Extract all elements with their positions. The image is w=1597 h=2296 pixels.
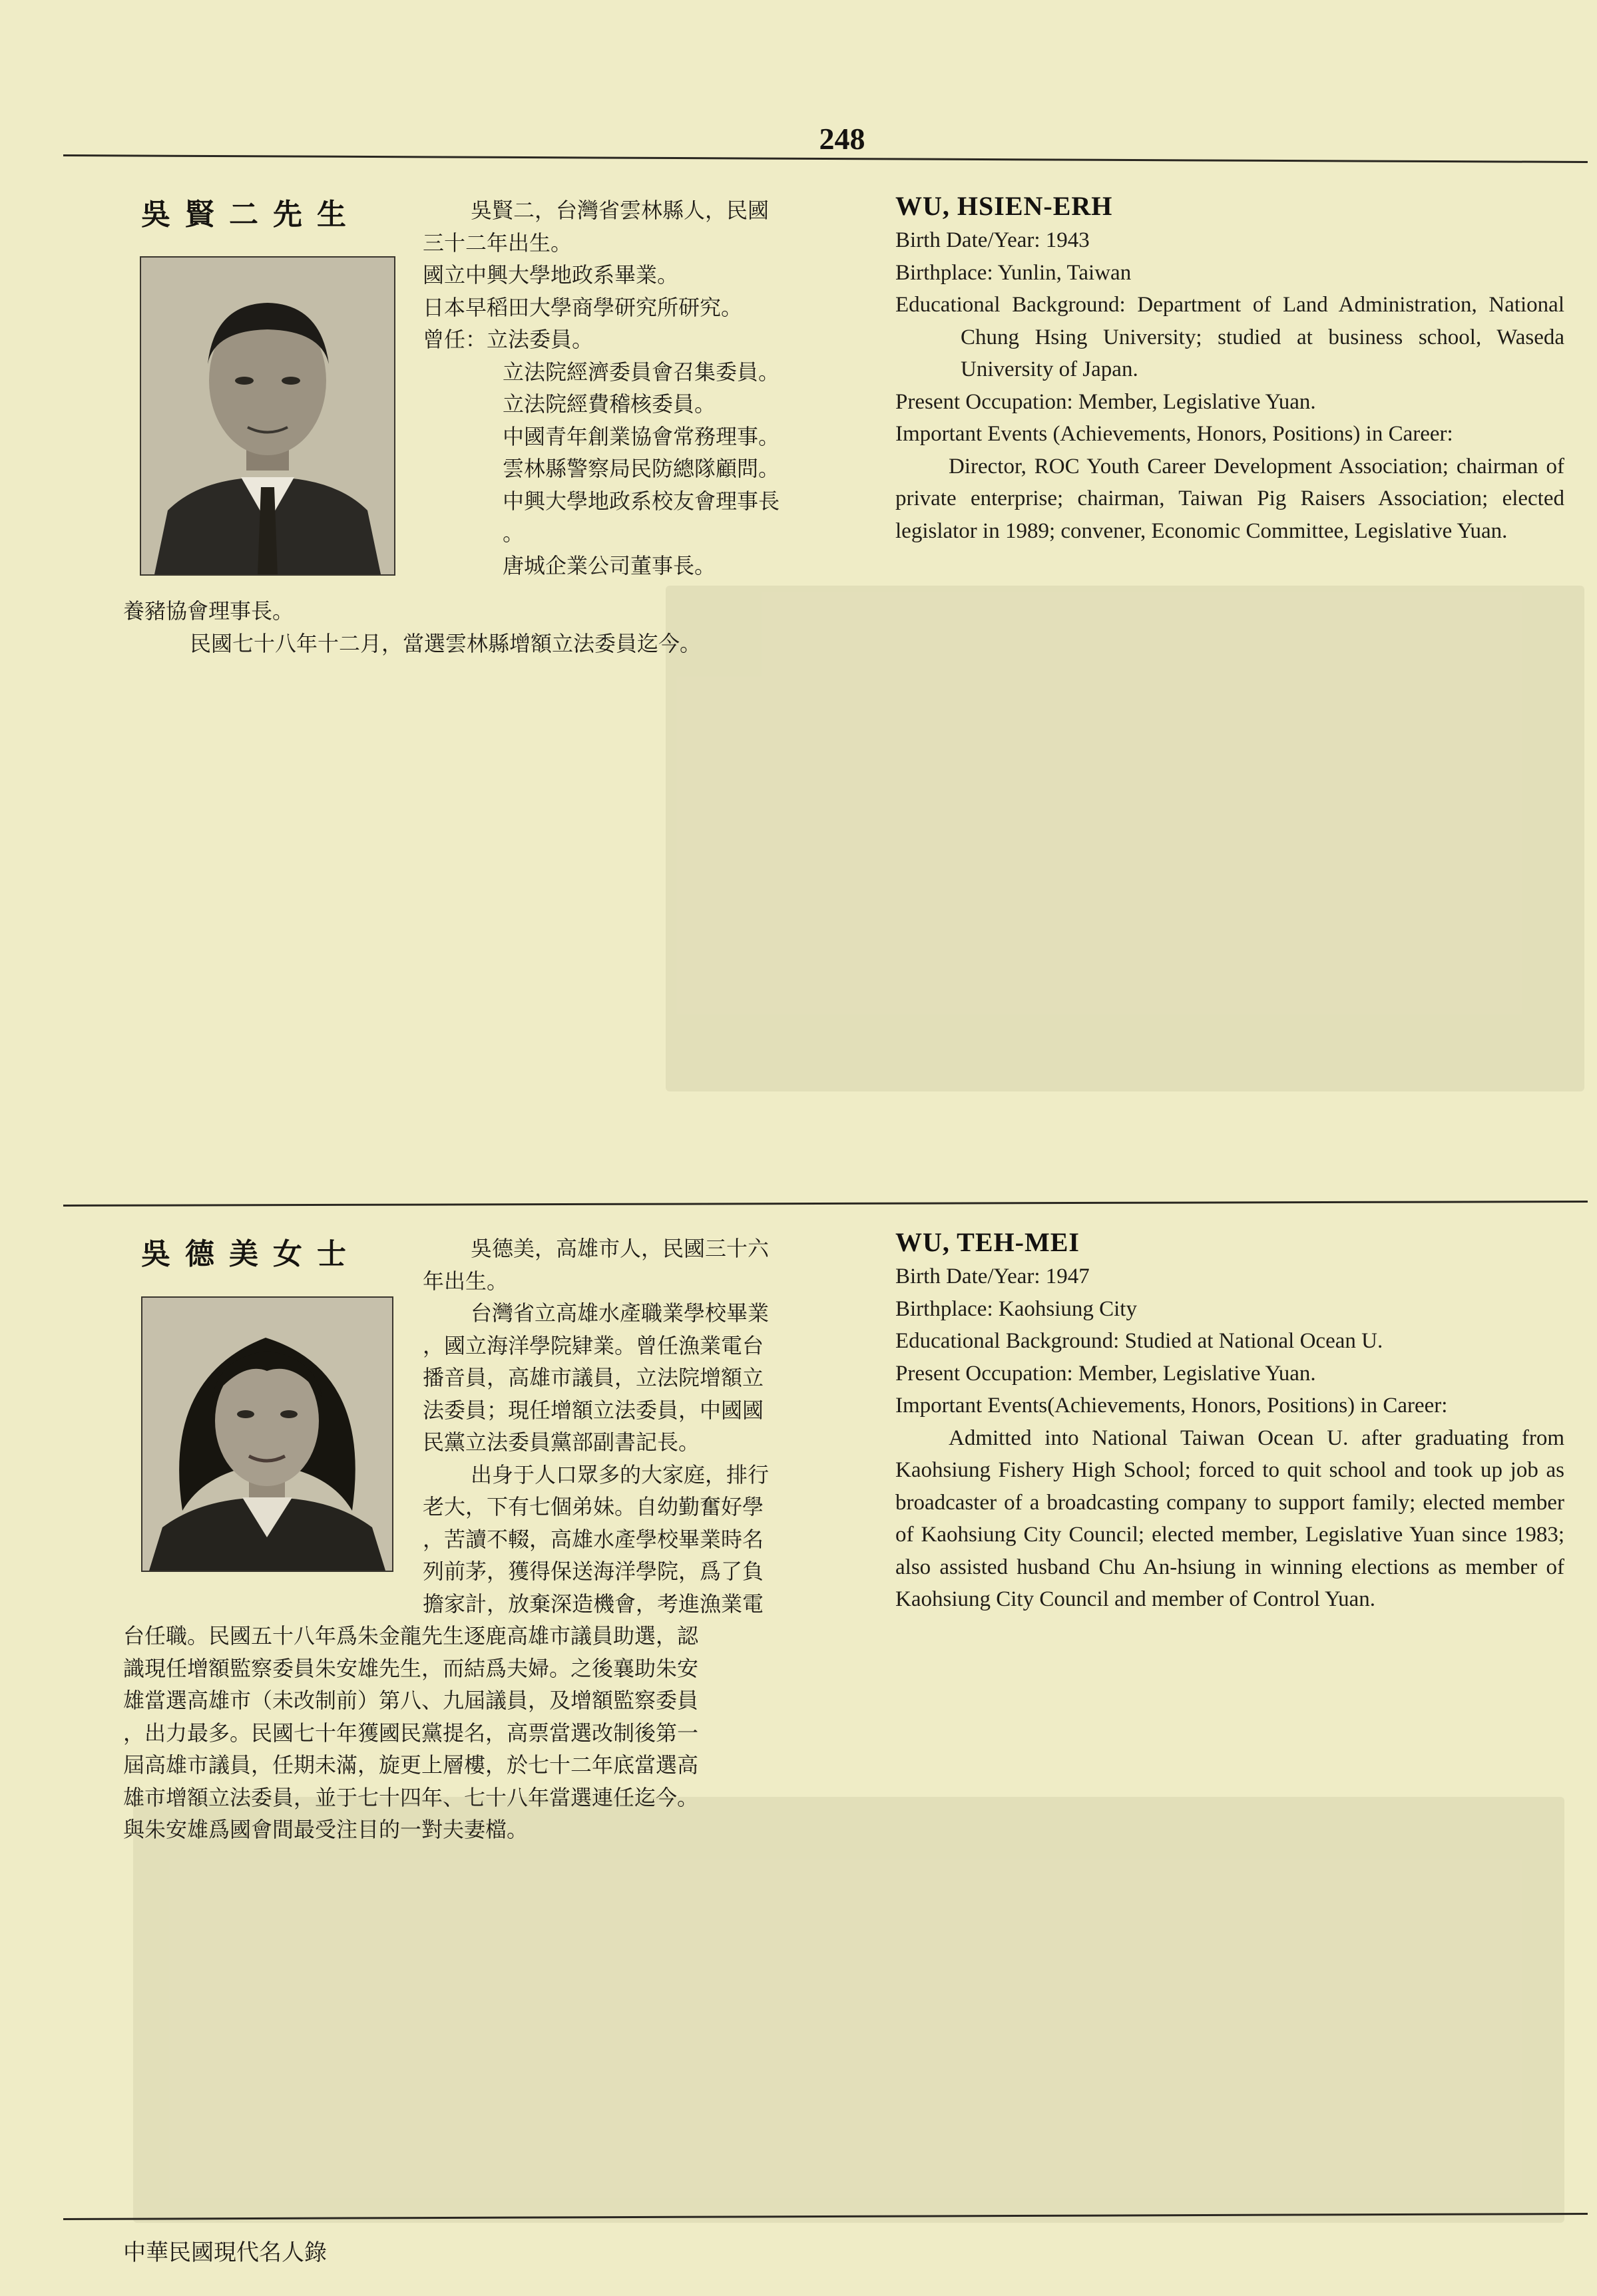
birth-date: Birth Date/Year: 1943 <box>895 228 1090 252</box>
bio-line: 屆高雄市議員，任期未滿，旋更上層樓，於七十二年底當選高 <box>123 1752 699 1778</box>
bio-line: 雲林縣警察局民防總隊顧問。 <box>503 456 780 481</box>
bio-line: 中興大學地政系校友會理事長 <box>503 488 780 514</box>
footer-book-title: 中華民國現代名人錄 <box>123 2239 327 2266</box>
bio-line: 年出生。 <box>423 1268 509 1294</box>
bio-line: 播音員，高雄市議員，立法院增額立 <box>423 1365 764 1390</box>
entry-1-english-name: WU, HSIEN-ERH <box>895 191 1113 221</box>
bio-line: 與朱安雄爲國會間最受注目的一對夫妻檔。 <box>123 1817 529 1842</box>
occupation: Present Occupation: Member, Legislative Yuan. <box>895 1361 1316 1386</box>
bio-line: 日本早稻田大學商學研究所研究。 <box>423 294 743 320</box>
entry-2-chinese-biography-tail <box>123 1620 842 1846</box>
page-number: 248 <box>819 122 865 156</box>
occupation: Present Occupation: Member, Legislative Yuan. <box>895 389 1316 414</box>
bio-line: 台灣省立高雄水產職業學校畢業 <box>471 1300 770 1326</box>
entry-2-chinese-biography <box>423 1233 835 1620</box>
entry-2-english-name: WU, TEH-MEI <box>895 1227 1080 1257</box>
entry-2-english-profile <box>895 1226 1564 1616</box>
bio-line: 。 <box>503 520 525 546</box>
education: Educational Background: Department of Land Administration, National Chung Hsing University; studied at business school, Waseda University of Japan. <box>895 293 1564 381</box>
entry-2-chinese-name: 吳德美女士 <box>141 1237 361 1271</box>
bio-line: 識現任增額監察委員朱安雄先生，而結爲夫婦。之後襄助朱安 <box>123 1655 699 1681</box>
education: Educational Background: Studied at National Ocean U. <box>895 1329 1383 1353</box>
bio-line: 中國青年創業協會常務理事。 <box>503 423 780 449</box>
bio-line: 法委員；現任增額立法委員，中國國 <box>423 1397 764 1423</box>
bio-line: 台任職。民國五十八年爲朱金龍先生逐鹿高雄市議員助選，認 <box>123 1623 699 1648</box>
entry-1-portrait-photo <box>140 256 395 576</box>
bio-line: 三十二年出生。 <box>423 230 572 256</box>
bio-line: 老大，下有七個弟妹。自幼勤奮好學 <box>423 1494 764 1519</box>
bio-line: 立法院經費稽核委員。 <box>503 391 716 417</box>
events-label: Important Events (Achievements, Honors, Positions) in Career: <box>895 422 1453 446</box>
entry-2-portrait-photo <box>141 1296 393 1572</box>
events-label: Important Events(Achievements, Honors, Positions) in Career: <box>895 1394 1448 1418</box>
bio-line: 立法院經濟委員會召集委員。 <box>503 359 780 385</box>
bio-line: 吳德美，高雄市人，民國三十六 <box>471 1236 770 1261</box>
bio-line: 吳賢二，台灣省雲林縣人，民國 <box>471 198 770 223</box>
entry-1-chinese-biography-tail <box>123 595 842 660</box>
entry-1-chinese-biography <box>423 194 835 582</box>
birthplace: Birthplace: Yunlin, Taiwan <box>895 260 1132 285</box>
birth-date: Birth Date/Year: 1947 <box>895 1264 1090 1288</box>
bio-line: 唐城企業公司董事長。 <box>503 552 716 578</box>
bio-line: ，苦讀不輟，高雄水產學校畢業時名 <box>423 1526 764 1552</box>
events-text: Admitted into National Taiwan Ocean U. after graduating from Kaohsiung Fishery High School; forced to quit school and took up job as broadcaster of a broadcasting company to support family; elected member of Kaohsiung City Council; elected member, Legislative Yuan since 1983; also assisted husband Chu An-hsiung in winning elections as member of Kaohsiung City Council and member of Control Yuan. <box>895 1426 1564 1611</box>
bio-line: 擔家計，放棄深造機會，考進漁業電 <box>423 1591 764 1617</box>
bio-line: 民黨立法委員黨部副書記長。 <box>423 1430 700 1455</box>
bio-line: 列前茅，獲得保送海洋學院，爲了負 <box>423 1559 764 1584</box>
entry-1-english-profile <box>895 190 1564 547</box>
bio-line: 雄當選高雄市（未改制前）第八、九屆議員，及增額監察委員 <box>123 1688 699 1713</box>
bleed-through-shading <box>666 586 1584 1091</box>
bleed-through-shading <box>133 1797 1564 2223</box>
bio-line: 國立中興大學地政系畢業。 <box>423 262 679 287</box>
bio-line: 出身于人口眾多的大家庭，排行 <box>471 1461 770 1487</box>
entry-1-chinese-name: 吳賢二先生 <box>141 198 361 232</box>
bio-line: 雄市增額立法委員，並于七十四年、七十八年當選連任迄今。 <box>123 1784 699 1810</box>
bio-line: ，國立海洋學院肄業。曾任漁業電台 <box>423 1332 764 1358</box>
section-divider-rule <box>63 1201 1588 1207</box>
events-text: Director, ROC Youth Career Development Association; chairman of private enterprise; chairman, Taiwan Pig Raisers Association; elected legislator in 1989; convener, Economic Committee, Legislative Yuan. <box>895 454 1564 543</box>
birthplace: Birthplace: Kaohsiung City <box>895 1296 1137 1321</box>
bio-line: 養豬協會理事長。 <box>123 598 294 624</box>
bio-line: ，出力最多。民國七十年獲國民黨提名，高票當選改制後第一 <box>123 1720 699 1746</box>
bio-line: 民國七十八年十二月，當選雲林縣增額立法委員迄今。 <box>190 630 702 656</box>
bio-line: 曾任：立法委員。 <box>423 327 594 352</box>
